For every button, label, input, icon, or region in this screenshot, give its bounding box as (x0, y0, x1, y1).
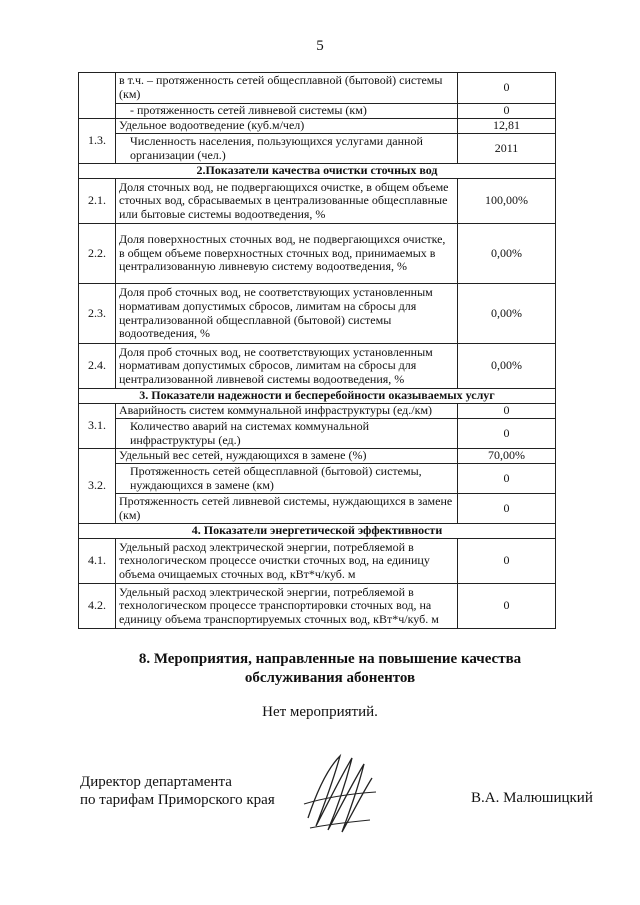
handwritten-signature (300, 748, 380, 838)
row-number: 3.1. (79, 404, 116, 449)
indicator-value: 2011 (458, 134, 556, 164)
section-row (79, 524, 556, 539)
row-number: 2.2. (79, 224, 116, 284)
indicator-text: Удельное водоотведение (куб.м/чел) (116, 119, 458, 134)
indicator-value: 12,81 (458, 119, 556, 134)
indicator-value: 70,00% (458, 449, 556, 464)
row-number: 4.2. (79, 584, 116, 629)
section-row (79, 389, 556, 404)
indicator-value: 0,00% (458, 344, 556, 389)
row-number: 2.1. (79, 179, 116, 224)
indicator-value: 0,00% (458, 224, 556, 284)
section-heading: 3. Показатели надежности и бесперебойности оказываемых услуг (79, 389, 556, 404)
section-row (79, 164, 556, 179)
indicator-value: 0 (458, 494, 556, 524)
indicator-value: 100,00% (458, 179, 556, 224)
table-row (79, 449, 556, 464)
indicator-value: 0,00% (458, 284, 556, 344)
table-row (79, 224, 556, 284)
indicator-value: 0 (458, 539, 556, 584)
row-number: 1.3. (79, 119, 116, 164)
indicator-text: Аварийность систем коммунальной инфраструктуры (ед./км) (116, 404, 458, 419)
table-row (79, 464, 556, 494)
section-heading: 4. Показатели энергетической эффективности (79, 524, 556, 539)
table-row (79, 284, 556, 344)
table-row (79, 104, 556, 119)
section-8-heading-line1: 8. Мероприятия, направленные на повышение качества (138, 651, 522, 667)
indicator-text: Доля сточных вод, не подвергающихся очистке, в общем объеме сточных вод, сбрасываемых в централизованные общесплавные или бытовые системы водоотведения, % (116, 179, 458, 224)
indicator-text: Удельный расход электрической энергии, потребляемой в технологическом процессе транспортировки сточных вод, на единицу объема транспортируемых сточных вод, кВт*ч/куб. м (116, 584, 458, 629)
indicator-value: 0 (458, 584, 556, 629)
indicator-value: 0 (458, 464, 556, 494)
table-row (79, 179, 556, 224)
indicator-text: Доля проб сточных вод, не соответствующих установленным нормативам допустимых сбросов, лимитам на сбросы для централизованной общесплавной (бытовой) системы водоотведения, % (116, 284, 458, 344)
indicator-text: Доля поверхностных сточных вод, не подвергающихся очистке, в общем объеме поверхностных сточных вод, принимаемых в централизованную ливневую систему водоотведения, % (116, 224, 458, 284)
table-row (79, 119, 556, 134)
indicator-value: 0 (458, 73, 556, 104)
table-row (79, 73, 556, 104)
table-row (79, 344, 556, 389)
table-row (79, 494, 556, 524)
section-8-heading (60, 650, 600, 688)
table-row (79, 134, 556, 164)
indicator-text: Удельный расход электрической энергии, потребляемой в технологическом процессе очистки сточных вод, на единицу объема очищаемых сточных вод, кВт*ч/куб. м (116, 539, 458, 584)
indicator-text: Протяженность сетей общесплавной (бытовой) системы, нуждающихся в замене (км) (116, 464, 458, 494)
section-heading: 2.Показатели качества очистки сточных вод (79, 164, 556, 179)
table-row (79, 419, 556, 449)
row-number: 2.3. (79, 284, 116, 344)
no-measures-note: Нет мероприятий. (262, 704, 378, 720)
signatory-title-line1: Директор департамента (80, 774, 232, 790)
indicator-text: Удельный вес сетей, нуждающихся в замене (%) (116, 449, 458, 464)
indicator-value: 0 (458, 104, 556, 119)
table-row (79, 539, 556, 584)
signatory-title-line2: по тарифам Приморского края (80, 792, 275, 808)
table-row (79, 404, 556, 419)
indicator-text: Доля проб сточных вод, не соответствующих установленным нормативам допустимых сбросов, лимитам на сбросы для централизованной ливневой системы водоотведения, % (116, 344, 458, 389)
indicator-text: в т.ч. – протяженность сетей общесплавной (бытовой) системы (км) (116, 73, 458, 104)
row-number: 3.2. (79, 449, 116, 524)
row-number: 2.4. (79, 344, 116, 389)
indicator-text: Протяженность сетей ливневой системы, нуждающихся в замене (км) (116, 494, 458, 524)
indicator-text: Количество аварий на системах коммунальной инфраструктуры (ед.) (116, 419, 458, 449)
indicator-text: Численность населения, пользующихся услугами данной организации (чел.) (116, 134, 458, 164)
indicator-value: 0 (458, 404, 556, 419)
row-number (79, 73, 116, 119)
signatory-title (80, 773, 275, 809)
row-number: 4.1. (79, 539, 116, 584)
indicator-text: - протяженность сетей ливневой системы (км) (116, 104, 458, 119)
indicator-value: 0 (458, 419, 556, 449)
signatory-name: В.А. Малюшицкий (471, 790, 593, 806)
indicators-table (78, 72, 556, 629)
page-number: 5 (316, 38, 324, 54)
section-8-heading-line2: обслуживания абонентов (244, 670, 416, 686)
table-row (79, 584, 556, 629)
